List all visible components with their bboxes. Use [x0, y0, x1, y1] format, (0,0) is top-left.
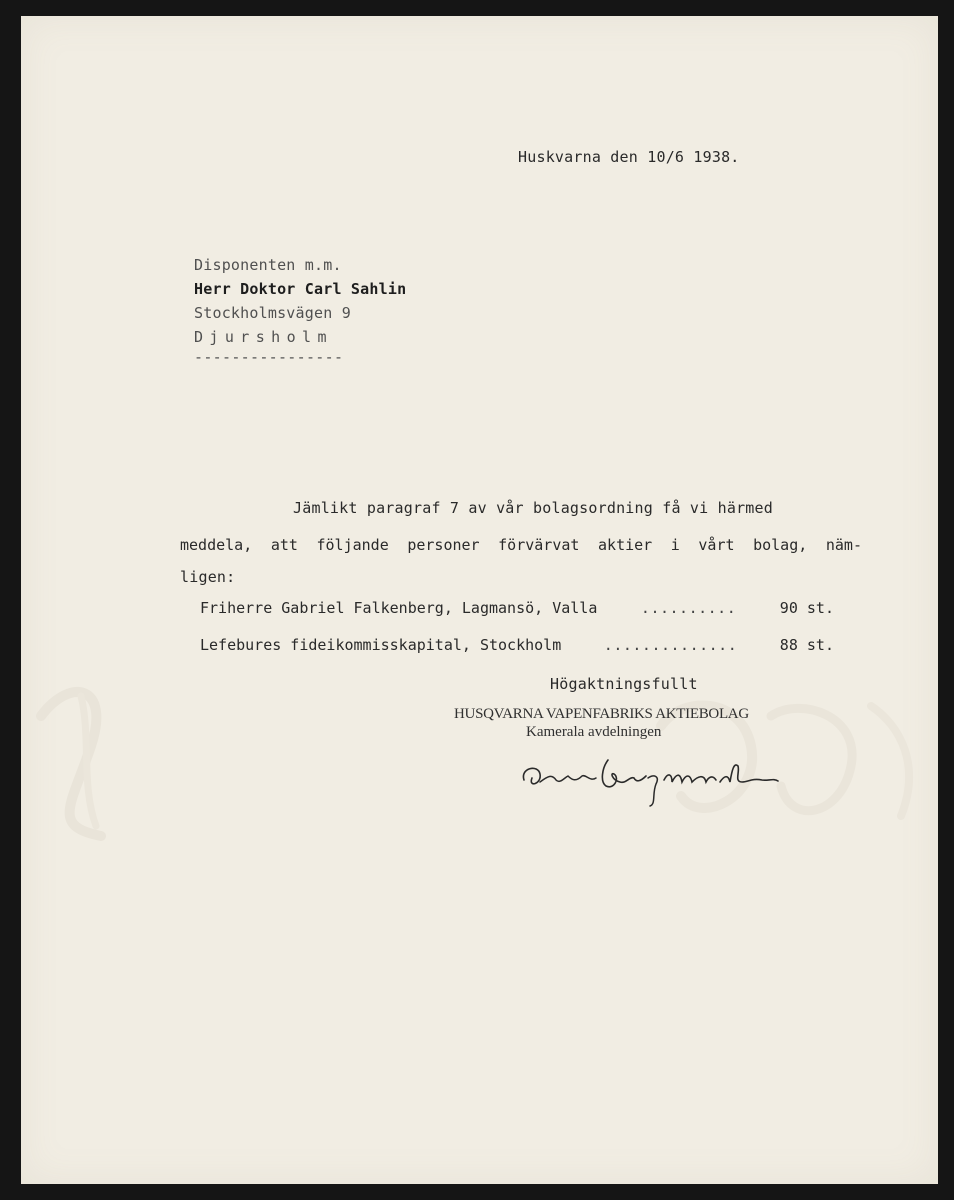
body-word: att — [270, 536, 298, 554]
body-word: vårt — [698, 536, 735, 554]
body-word: följande — [316, 536, 389, 554]
recipient-underline: ---------------- — [194, 348, 344, 366]
holding-amount: 88 st. — [779, 636, 834, 654]
body-word: näm- — [825, 536, 862, 554]
body-line-2 — [180, 536, 862, 554]
body-line-1: Jämlikt paragraf 7 av vår bolagsordning få vi härmed — [293, 499, 773, 517]
body-word: i — [670, 536, 680, 554]
paper-sheet — [21, 16, 938, 1184]
recipient-city: Djursholm — [194, 328, 333, 346]
closing: Högaktningsfullt — [550, 675, 698, 693]
body-word: bolag, — [753, 536, 808, 554]
holding-name: Lefebures fideikommisskapital, Stockholm — [200, 636, 562, 654]
body-word: förvärvat — [498, 536, 580, 554]
recipient-title: Disponenten m.m. — [194, 256, 342, 274]
watermark — [21, 656, 938, 856]
company-stamp: HUSQVARNA VAPENFABRIKS AKTIEBOLAG — [454, 706, 749, 722]
signature — [516, 748, 781, 808]
signature-text: Sven Bergmark — [516, 748, 523, 749]
recipient-name: Herr Doktor Carl Sahlin — [194, 280, 407, 298]
date-line: Huskvarna den 10/6 1938. — [518, 148, 740, 166]
holding-name: Friherre Gabriel Falkenberg, Lagmansö, Valla — [200, 599, 598, 617]
holding-amount: 90 st. — [779, 599, 834, 617]
holding-leader: .......... — [640, 599, 737, 617]
holding-row — [200, 599, 834, 617]
body-word: meddela, — [180, 536, 253, 554]
department-stamp: Kamerala avdelningen — [526, 724, 662, 740]
body-word: aktier — [598, 536, 653, 554]
holding-row — [200, 636, 834, 654]
recipient-street: Stockholmsvägen 9 — [194, 304, 351, 322]
body-word: personer — [407, 536, 480, 554]
holding-leader: .............. — [603, 636, 738, 654]
body-line-3: ligen: — [180, 568, 236, 586]
